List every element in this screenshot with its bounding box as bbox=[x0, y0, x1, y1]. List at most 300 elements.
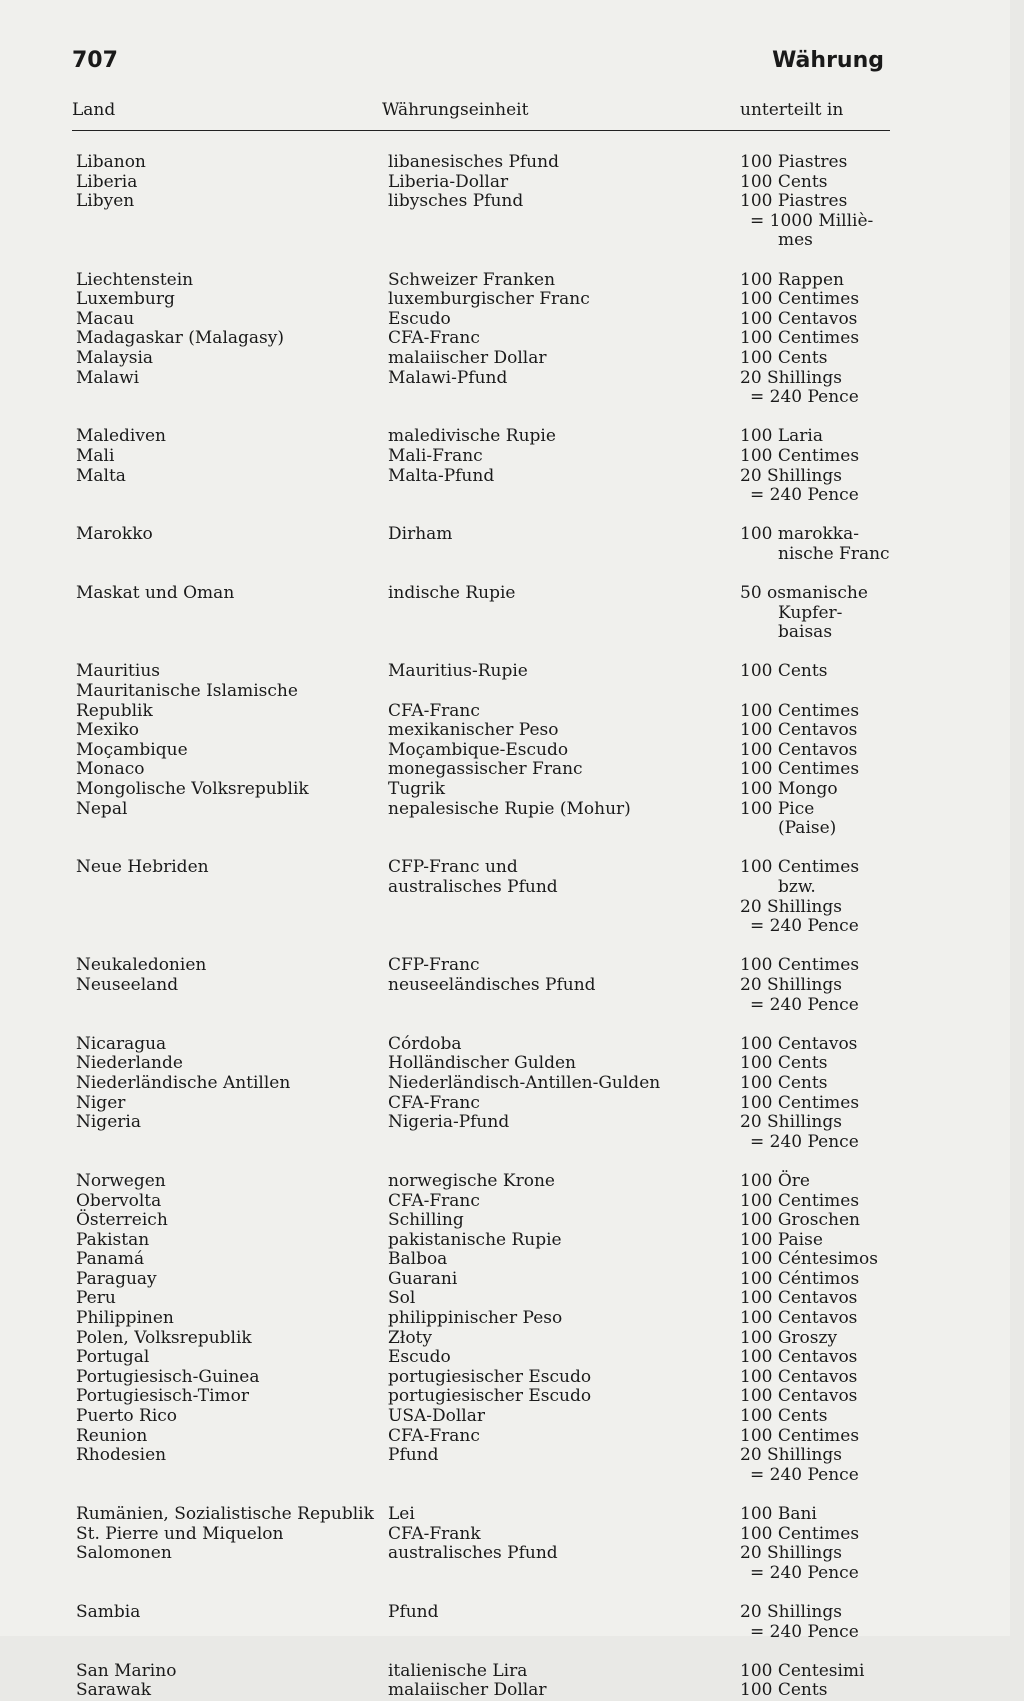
country-cell-line: Portugiesisch-Guinea bbox=[76, 1366, 260, 1387]
currency-unit-cell bbox=[388, 1289, 415, 1309]
currency-unit-cell-line: Nigeria-Pfund bbox=[388, 1112, 510, 1133]
subdivision-cell bbox=[740, 447, 900, 467]
country-cell-line: Maskat und Oman bbox=[76, 583, 235, 604]
subdivision-cell bbox=[740, 1172, 900, 1192]
country-cell-line: Niger bbox=[76, 1092, 126, 1113]
currency-unit-cell bbox=[388, 1192, 480, 1212]
country-cell-line: Mali bbox=[76, 445, 115, 466]
country-cell bbox=[76, 1681, 151, 1701]
table-row bbox=[0, 271, 1010, 291]
country-cell bbox=[76, 1348, 149, 1368]
subdivision-cell-line: 20 Shillings bbox=[740, 1112, 842, 1133]
subdivision-cell-line: 100 Céntesimos bbox=[740, 1249, 879, 1270]
currency-unit-cell-line: maledivische Rupie bbox=[388, 426, 556, 447]
currency-unit-cell-line: malaiischer Dollar bbox=[388, 1680, 547, 1701]
country-cell-line: Mexiko bbox=[76, 720, 140, 741]
country-cell bbox=[76, 1407, 177, 1427]
country-cell-line: Liechtenstein bbox=[76, 269, 194, 290]
currency-unit-cell bbox=[388, 1505, 415, 1525]
subdivision-cell-line: 100 Centimes bbox=[740, 1425, 860, 1446]
country-cell-line: Nigeria bbox=[76, 1112, 141, 1133]
subdivision-cell-line: 100 Cents bbox=[740, 661, 828, 682]
currency-unit-cell bbox=[388, 467, 494, 487]
subdivision-cell bbox=[740, 1074, 900, 1094]
country-cell-line: Neue Hebriden bbox=[76, 857, 209, 878]
currency-unit-cell-line: Mali-Franc bbox=[388, 445, 483, 466]
currency-unit-cell-line: portugiesischer Escudo bbox=[388, 1386, 592, 1407]
subdivision-cell bbox=[740, 1603, 900, 1642]
country-cell-line: Portugal bbox=[76, 1347, 150, 1368]
country-cell-line: Libyen bbox=[76, 191, 135, 212]
country-cell bbox=[76, 1113, 141, 1133]
country-cell bbox=[76, 1427, 147, 1447]
column-header-unit: Währungseinheit bbox=[382, 100, 529, 120]
currency-unit-cell-line: indische Rupie bbox=[388, 583, 516, 604]
currency-unit-cell-line: malaiischer Dollar bbox=[388, 347, 547, 368]
country-cell-line: St. Pierre und Miquelon bbox=[76, 1523, 284, 1544]
country-cell-line: Philippinen bbox=[76, 1308, 174, 1329]
country-cell bbox=[76, 1368, 259, 1388]
currency-unit-cell bbox=[388, 780, 445, 800]
country-cell bbox=[76, 153, 146, 173]
table-row bbox=[0, 662, 1010, 682]
country-cell bbox=[76, 525, 153, 545]
currency-unit-cell-line: Złoty bbox=[388, 1327, 432, 1348]
country-cell-line: Peru bbox=[76, 1288, 116, 1309]
currency-unit-cell-line: luxemburgischer Franc bbox=[388, 289, 590, 310]
currency-unit-cell-line: CFA-Franc bbox=[388, 1092, 480, 1113]
subdivision-cell bbox=[740, 976, 900, 1015]
country-cell-line: Monaco bbox=[76, 759, 145, 780]
subdivision-cell-line: 100 Centimes bbox=[740, 759, 860, 780]
table-row bbox=[0, 1074, 1010, 1094]
table-row bbox=[0, 1387, 1010, 1407]
currency-unit-cell bbox=[388, 173, 508, 193]
country-cell-line: Luxemburg bbox=[76, 289, 175, 310]
currency-unit-cell bbox=[388, 427, 556, 447]
table-row bbox=[0, 1603, 1010, 1642]
currency-unit-cell-line: neuseeländisches Pfund bbox=[388, 974, 596, 995]
currency-unit-cell-line: Balboa bbox=[388, 1249, 448, 1270]
currency-unit-cell-line: Tugrik bbox=[388, 779, 446, 800]
subdivision-cell-line: 100 Cents bbox=[740, 1406, 828, 1427]
country-cell-line: Mauritanische Islamische bbox=[76, 681, 298, 702]
country-cell bbox=[76, 1250, 144, 1270]
table-row bbox=[0, 800, 1010, 839]
country-cell-line: Madagaskar (Malagasy) bbox=[76, 328, 284, 349]
subdivision-cell bbox=[740, 525, 900, 564]
table-row bbox=[0, 1309, 1010, 1329]
currency-unit-cell bbox=[388, 721, 559, 741]
country-cell bbox=[76, 447, 114, 467]
subdivision-cell bbox=[740, 467, 900, 506]
subdivision-cell-line: nische Franc bbox=[778, 543, 890, 564]
country-cell-line: Pakistan bbox=[76, 1229, 150, 1250]
currency-unit-cell-line: CFP-Franc bbox=[388, 955, 480, 976]
country-cell-line: Rumänien, Sozialistische Republik bbox=[76, 1504, 374, 1525]
country-cell-line: Rhodesien bbox=[76, 1445, 167, 1466]
currency-unit-cell bbox=[388, 192, 523, 212]
table-row bbox=[0, 1427, 1010, 1447]
subdivision-cell-line: 100 Centimes bbox=[740, 857, 860, 878]
currency-unit-cell-line: libanesisches Pfund bbox=[388, 152, 559, 172]
country-cell bbox=[76, 1211, 168, 1231]
subdivision-cell bbox=[740, 329, 900, 349]
country-cell-line: Puerto Rico bbox=[76, 1406, 178, 1427]
country-cell bbox=[76, 290, 175, 310]
currency-unit-cell-line: Pfund bbox=[388, 1601, 439, 1622]
subdivision-cell-line: 100 Pice bbox=[740, 798, 815, 819]
country-cell bbox=[76, 976, 178, 996]
subdivision-cell bbox=[740, 1329, 900, 1349]
country-cell-line: Macau bbox=[76, 308, 135, 329]
table-row bbox=[0, 760, 1010, 780]
subdivision-cell bbox=[740, 1662, 900, 1682]
currency-unit-cell bbox=[388, 956, 480, 976]
subdivision-cell-line: 100 Centimes bbox=[740, 955, 860, 976]
subdivision-cell bbox=[740, 1192, 900, 1212]
country-cell bbox=[76, 800, 127, 820]
currency-unit-cell bbox=[388, 682, 480, 721]
country-cell-line: Marokko bbox=[76, 524, 153, 545]
subdivision-cell-line: = 240 Pence bbox=[750, 485, 859, 506]
country-cell bbox=[76, 1054, 183, 1074]
currency-unit-cell bbox=[388, 1368, 591, 1388]
subdivision-cell-line: 20 Shillings bbox=[740, 1445, 842, 1466]
subdivision-cell-line: mes bbox=[778, 230, 813, 251]
subdivision-cell bbox=[740, 1289, 900, 1309]
currency-unit-cell-line: CFA-Franc bbox=[388, 700, 480, 721]
subdivision-cell bbox=[740, 1231, 900, 1251]
country-cell bbox=[76, 329, 284, 349]
table-row bbox=[0, 1407, 1010, 1427]
subdivision-cell-line: = 1000 Milliè- bbox=[750, 210, 874, 231]
country-cell bbox=[76, 584, 234, 604]
country-cell bbox=[76, 721, 139, 741]
country-cell bbox=[76, 1603, 140, 1623]
table-row bbox=[0, 1094, 1010, 1114]
country-cell-line: Niederlande bbox=[76, 1053, 183, 1074]
country-cell-line: Sarawak bbox=[76, 1680, 152, 1701]
subdivision-cell bbox=[740, 1270, 900, 1290]
country-cell-line: Neuseeland bbox=[76, 974, 179, 995]
country-cell bbox=[76, 780, 309, 800]
currency-unit-cell bbox=[388, 1544, 558, 1564]
table-row bbox=[0, 1662, 1010, 1682]
currency-unit-cell-line: Mauritius-Rupie bbox=[388, 661, 528, 682]
subdivision-cell bbox=[740, 192, 900, 251]
subdivision-cell-line: 100 Cents bbox=[740, 171, 828, 192]
currency-unit-cell-line: nepalesische Rupie (Mohur) bbox=[388, 798, 631, 819]
subdivision-cell-line: 100 Centavos bbox=[740, 1033, 858, 1054]
subdivision-cell-line: 100 Centavos bbox=[740, 1366, 858, 1387]
country-cell-line: Österreich bbox=[76, 1210, 168, 1231]
currency-unit-cell-line: pakistanische Rupie bbox=[388, 1229, 562, 1250]
country-cell bbox=[76, 741, 188, 761]
currency-unit-cell-line: USA-Dollar bbox=[388, 1406, 485, 1427]
currency-unit-cell bbox=[388, 1446, 439, 1466]
subdivision-cell-line: 100 Centavos bbox=[740, 720, 858, 741]
currency-unit-cell bbox=[388, 858, 558, 897]
subdivision-cell bbox=[740, 1368, 900, 1388]
table-row bbox=[0, 1329, 1010, 1349]
subdivision-cell bbox=[740, 1387, 900, 1407]
currency-unit-cell bbox=[388, 1270, 457, 1290]
country-cell-line: Malta bbox=[76, 465, 126, 486]
currency-unit-cell-line: portugiesischer Escudo bbox=[388, 1366, 592, 1387]
country-cell bbox=[76, 467, 126, 487]
country-cell bbox=[76, 1289, 116, 1309]
subdivision-cell-line: 100 Centimes bbox=[740, 328, 860, 349]
subdivision-cell bbox=[740, 1054, 900, 1074]
table-row bbox=[0, 1192, 1010, 1212]
currency-unit-cell-line: Córdoba bbox=[388, 1033, 462, 1054]
subdivision-cell bbox=[740, 1094, 900, 1114]
currency-unit-cell-line: CFA-Franc bbox=[388, 1425, 480, 1446]
country-cell bbox=[76, 173, 137, 193]
subdivision-cell bbox=[740, 1427, 900, 1447]
country-cell-line: San Marino bbox=[76, 1660, 177, 1681]
country-cell bbox=[76, 662, 160, 682]
subdivision-cell-line: 100 Centavos bbox=[740, 739, 858, 760]
currency-unit-cell-line: CFA-Franc bbox=[388, 328, 480, 349]
country-cell bbox=[76, 1544, 172, 1564]
currency-unit-cell bbox=[388, 1603, 439, 1623]
subdivision-cell-line: 100 marokka- bbox=[740, 524, 859, 545]
currency-unit-cell bbox=[388, 1231, 562, 1251]
subdivision-cell-line: 20 Shillings bbox=[740, 367, 842, 388]
currency-unit-cell-line: Guarani bbox=[388, 1268, 458, 1289]
subdivision-cell-line: 100 Mongo bbox=[740, 779, 838, 800]
table-row bbox=[0, 1525, 1010, 1545]
table-row bbox=[0, 1035, 1010, 1055]
table-row bbox=[0, 1446, 1010, 1485]
subdivision-cell-line: 100 Rappen bbox=[740, 269, 844, 290]
subdivision-cell-line: = 240 Pence bbox=[750, 387, 859, 408]
table-row bbox=[0, 1054, 1010, 1074]
country-cell-line: Panamá bbox=[76, 1249, 145, 1270]
currency-unit-cell bbox=[388, 1250, 447, 1270]
currency-unit-cell bbox=[388, 584, 516, 604]
country-cell bbox=[76, 349, 153, 369]
currency-unit-cell-line: Pfund bbox=[388, 1445, 439, 1466]
currency-unit-cell-line: Sol bbox=[388, 1288, 416, 1309]
country-cell-line: Norwegen bbox=[76, 1170, 166, 1191]
country-cell-line: Moçambique bbox=[76, 739, 188, 760]
currency-unit-cell bbox=[388, 1427, 480, 1447]
subdivision-cell bbox=[740, 1113, 900, 1152]
subdivision-cell-line: baisas bbox=[778, 622, 833, 643]
currency-unit-cell bbox=[388, 1211, 464, 1231]
country-cell-line: Salomonen bbox=[76, 1543, 172, 1564]
currency-unit-cell-line: Escudo bbox=[388, 1347, 451, 1368]
country-cell bbox=[76, 310, 134, 330]
table-row bbox=[0, 369, 1010, 408]
currency-unit-cell bbox=[388, 1074, 660, 1094]
page-number: 707 bbox=[72, 48, 118, 73]
table-row bbox=[0, 1211, 1010, 1231]
country-cell bbox=[76, 1446, 166, 1466]
currency-unit-cell-line: Schilling bbox=[388, 1210, 464, 1231]
subdivision-cell-line: 100 Centavos bbox=[740, 308, 858, 329]
table-row bbox=[0, 976, 1010, 1015]
subdivision-cell bbox=[740, 1407, 900, 1427]
subdivision-cell bbox=[740, 1681, 900, 1701]
country-cell-line: Obervolta bbox=[76, 1190, 162, 1211]
subdivision-cell bbox=[740, 956, 900, 976]
currency-unit-cell-line: italienische Lira bbox=[388, 1660, 528, 1681]
subdivision-cell-line: 20 Shillings bbox=[740, 1601, 842, 1622]
country-cell bbox=[76, 1231, 149, 1251]
table-row bbox=[0, 525, 1010, 564]
table-row bbox=[0, 721, 1010, 741]
table-row bbox=[0, 192, 1010, 251]
subdivision-cell-line: 100 Centimes bbox=[740, 1092, 860, 1113]
currency-unit-cell-line: Liberia-Dollar bbox=[388, 171, 509, 192]
currency-unit-cell-line: Malta-Pfund bbox=[388, 465, 495, 486]
table-row bbox=[0, 1113, 1010, 1152]
currency-unit-cell bbox=[388, 1329, 432, 1349]
currency-unit-cell bbox=[388, 290, 590, 310]
subdivision-cell-line: 100 Centimes bbox=[740, 289, 860, 310]
subdivision-cell bbox=[740, 584, 900, 643]
country-cell bbox=[76, 192, 134, 212]
currency-unit-cell bbox=[388, 741, 568, 761]
subdivision-cell-line: (Paise) bbox=[778, 818, 837, 839]
subdivision-cell bbox=[740, 1446, 900, 1485]
country-cell-line: Liberia bbox=[76, 171, 138, 192]
currency-unit-cell-line: Schweizer Franken bbox=[388, 269, 556, 290]
subdivision-cell-line: 100 Paise bbox=[740, 1229, 823, 1250]
currency-unit-cell bbox=[388, 1525, 481, 1545]
subdivision-cell-line: 100 Groschen bbox=[740, 1210, 860, 1231]
table-row bbox=[0, 1681, 1010, 1701]
currency-unit-cell-line: australisches Pfund bbox=[388, 877, 558, 897]
table-row bbox=[0, 290, 1010, 310]
table-row bbox=[0, 741, 1010, 761]
subdivision-cell-line: 20 Shillings bbox=[740, 1543, 842, 1564]
subdivision-cell-line: 100 Groszy bbox=[740, 1327, 838, 1348]
subdivision-cell-line: 100 Centesimi bbox=[740, 1660, 865, 1681]
currency-unit-cell bbox=[388, 369, 507, 389]
subdivision-cell bbox=[740, 741, 900, 761]
subdivision-cell-line: 100 Centavos bbox=[740, 1308, 858, 1329]
subdivision-cell-line: 100 Centavos bbox=[740, 1386, 858, 1407]
subdivision-cell bbox=[740, 427, 900, 447]
subdivision-cell bbox=[740, 760, 900, 780]
currency-unit-cell bbox=[388, 310, 451, 330]
subdivision-cell-line: 100 Céntimos bbox=[740, 1268, 860, 1289]
currency-unit-cell-line: norwegische Krone bbox=[388, 1170, 555, 1191]
subdivision-cell-line: 100 Cents bbox=[740, 1680, 828, 1701]
table-row bbox=[0, 467, 1010, 506]
currency-unit-cell bbox=[388, 1113, 509, 1133]
country-cell bbox=[76, 1329, 252, 1349]
country-cell bbox=[76, 1387, 249, 1407]
country-cell bbox=[76, 369, 139, 389]
country-cell-line: Malediven bbox=[76, 426, 166, 447]
table-row bbox=[0, 310, 1010, 330]
country-cell-line: Libanon bbox=[76, 152, 146, 172]
subdivision-cell bbox=[740, 780, 900, 800]
subdivision-cell bbox=[740, 1309, 900, 1329]
subdivision-cell-line: 20 Shillings bbox=[740, 896, 842, 917]
subdivision-cell bbox=[740, 310, 900, 330]
subdivision-cell-line: = 240 Pence bbox=[750, 994, 859, 1015]
country-cell bbox=[76, 271, 193, 291]
subdivision-cell-line: 100 Cents bbox=[740, 1053, 828, 1074]
subdivision-cell-line: 100 Centimes bbox=[740, 700, 860, 721]
country-cell-line: Malawi bbox=[76, 367, 140, 388]
subdivision-cell bbox=[740, 858, 900, 936]
country-cell bbox=[76, 760, 144, 780]
currency-unit-cell-line: libysches Pfund bbox=[388, 191, 524, 212]
subdivision-cell-line: 100 Centavos bbox=[740, 1288, 858, 1309]
currency-unit-cell-line: Holländischer Gulden bbox=[388, 1053, 576, 1074]
currency-unit-cell-line: Dirham bbox=[388, 524, 453, 545]
subdivision-cell-line: = 240 Pence bbox=[750, 1562, 859, 1583]
table-row bbox=[0, 956, 1010, 976]
subdivision-cell-line: 100 Piastres bbox=[740, 152, 848, 172]
subdivision-cell bbox=[740, 369, 900, 408]
currency-unit-cell bbox=[388, 1662, 527, 1682]
currency-unit-cell bbox=[388, 153, 559, 173]
currency-unit-cell bbox=[388, 1054, 576, 1074]
subdivision-cell-line: 100 Öre bbox=[740, 1170, 810, 1191]
currency-unit-cell-line: philippinischer Peso bbox=[388, 1308, 563, 1329]
table-row bbox=[0, 173, 1010, 193]
country-cell bbox=[76, 682, 298, 721]
table-row bbox=[0, 1544, 1010, 1583]
subdivision-cell-line: 20 Shillings bbox=[740, 974, 842, 995]
subdivision-cell bbox=[740, 271, 900, 291]
table-row bbox=[0, 329, 1010, 349]
currency-unit-cell-line: australisches Pfund bbox=[388, 1543, 558, 1564]
country-cell bbox=[76, 427, 166, 447]
subdivision-cell-line bbox=[740, 682, 900, 702]
subdivision-cell bbox=[740, 682, 900, 721]
running-head: Währung bbox=[772, 48, 884, 73]
currency-unit-cell bbox=[388, 525, 452, 545]
currency-unit-cell-line bbox=[388, 682, 480, 702]
country-cell bbox=[76, 1074, 290, 1094]
country-cell-line: Nicaragua bbox=[76, 1033, 167, 1054]
subdivision-cell-line: 100 Cents bbox=[740, 347, 828, 368]
currency-table bbox=[0, 153, 1010, 1701]
currency-unit-cell bbox=[388, 800, 631, 820]
country-cell-line: Mongolische Volksrepublik bbox=[76, 779, 309, 800]
country-cell bbox=[76, 1035, 166, 1055]
country-cell bbox=[76, 1309, 174, 1329]
subdivision-cell-line: 100 Laria bbox=[740, 426, 823, 447]
table-row bbox=[0, 1231, 1010, 1251]
country-cell-line: Republik bbox=[76, 700, 153, 721]
table-row bbox=[0, 1368, 1010, 1388]
currency-unit-cell-line: CFP-Franc und bbox=[388, 857, 518, 878]
table-row bbox=[0, 1172, 1010, 1192]
subdivision-cell-line: 100 Centimes bbox=[740, 445, 860, 466]
country-cell bbox=[76, 1505, 374, 1525]
currency-unit-cell bbox=[388, 662, 528, 682]
country-cell bbox=[76, 1662, 176, 1682]
subdivision-cell-line: = 240 Pence bbox=[750, 1464, 859, 1485]
table-row bbox=[0, 427, 1010, 447]
subdivision-cell bbox=[740, 1211, 900, 1231]
country-cell bbox=[76, 1094, 125, 1114]
currency-unit-cell bbox=[388, 976, 596, 996]
country-cell bbox=[76, 1192, 161, 1212]
subdivision-cell-line: = 240 Pence bbox=[750, 1131, 859, 1152]
